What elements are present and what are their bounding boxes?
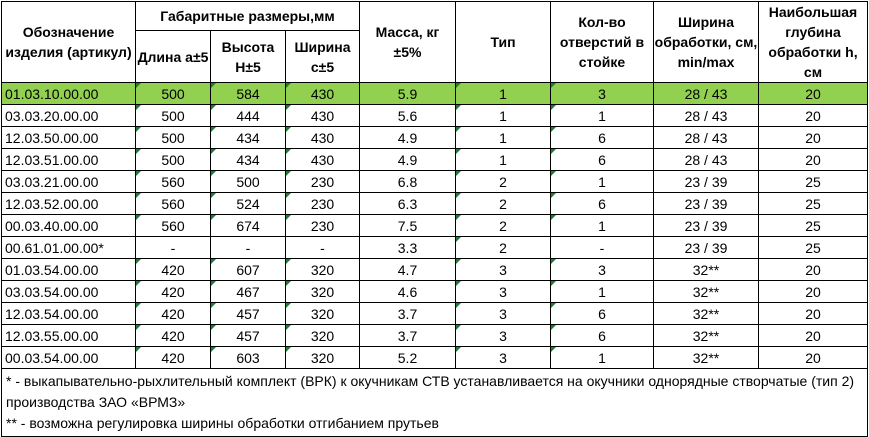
cell-depth: 25 [759, 237, 868, 259]
cell-processing: 28 / 43 [654, 149, 759, 171]
cell-code: 03.03.21.00.00 [2, 171, 136, 193]
header-height: Высота H±5 [211, 31, 286, 83]
cell-processing: 23 / 39 [654, 237, 759, 259]
cell-holes: 1 [551, 171, 654, 193]
cell-length: 560 [136, 193, 211, 215]
cell-mass: 5.2 [360, 347, 456, 369]
cell-type: 3 [456, 303, 551, 325]
footnote-cell [2, 369, 868, 437]
cell-code: 12.03.54.00.00 [2, 303, 136, 325]
cell-processing: 32** [654, 259, 759, 281]
cell-width: 230 [286, 171, 360, 193]
header-mass: Масса, кг ±5% [360, 2, 456, 83]
cell-height: 524 [211, 193, 286, 215]
cell-code: 12.03.50.00.00 [2, 127, 136, 149]
cell-height: 457 [211, 325, 286, 347]
cell-length: 500 [136, 149, 211, 171]
cell-holes: 3 [551, 259, 654, 281]
cell-type: 2 [456, 171, 551, 193]
cell-holes: 1 [551, 105, 654, 127]
cell-length: 420 [136, 259, 211, 281]
cell-width: 230 [286, 215, 360, 237]
cell-code: 12.03.55.00.00 [2, 325, 136, 347]
cell-processing: 28 / 43 [654, 127, 759, 149]
cell-depth: 20 [759, 149, 868, 171]
cell-processing: 32** [654, 281, 759, 303]
cell-length: 560 [136, 171, 211, 193]
cell-mass: 6.3 [360, 193, 456, 215]
cell-width: 320 [286, 303, 360, 325]
cell-length: 560 [136, 215, 211, 237]
cell-width: 320 [286, 325, 360, 347]
cell-code: 03.03.54.00.00 [2, 281, 136, 303]
cell-length: 500 [136, 127, 211, 149]
cell-holes: - [551, 237, 654, 259]
cell-mass: 3.7 [360, 303, 456, 325]
cell-depth: 20 [759, 105, 868, 127]
cell-processing: 28 / 43 [654, 83, 759, 105]
cell-processing: 28 / 43 [654, 105, 759, 127]
cell-length: 420 [136, 347, 211, 369]
cell-mass: 4.9 [360, 127, 456, 149]
cell-height: 674 [211, 215, 286, 237]
spec-table [1, 1, 868, 437]
cell-mass: 6.8 [360, 171, 456, 193]
table-row [2, 237, 868, 259]
cell-height: 584 [211, 83, 286, 105]
table-row [2, 303, 868, 325]
cell-width: 430 [286, 83, 360, 105]
footnote-2: ** - возможна регулировка ширины обработки отгибанием прутьев [6, 415, 439, 431]
cell-code: 00.03.40.00.00 [2, 215, 136, 237]
cell-code: 12.03.52.00.00 [2, 193, 136, 215]
table-row [2, 127, 868, 149]
cell-type: 1 [456, 149, 551, 171]
cell-type: 3 [456, 281, 551, 303]
cell-depth: 25 [759, 215, 868, 237]
table-row [2, 281, 868, 303]
table-row [2, 83, 868, 105]
cell-width: 320 [286, 347, 360, 369]
cell-type: 1 [456, 127, 551, 149]
cell-length: 420 [136, 281, 211, 303]
cell-mass: 7.5 [360, 215, 456, 237]
cell-holes: 6 [551, 303, 654, 325]
header-processing-width: Ширина обработки, см, min/max [654, 2, 759, 83]
table-row [2, 325, 868, 347]
cell-length: 500 [136, 83, 211, 105]
cell-type: 1 [456, 83, 551, 105]
cell-depth: 20 [759, 325, 868, 347]
header-length: Длина a±5 [136, 31, 211, 83]
notes-row [2, 369, 868, 437]
cell-holes: 6 [551, 325, 654, 347]
cell-width: 230 [286, 193, 360, 215]
cell-processing: 23 / 39 [654, 215, 759, 237]
cell-height: 444 [211, 105, 286, 127]
cell-processing: 23 / 39 [654, 171, 759, 193]
cell-height: 500 [211, 171, 286, 193]
cell-length: 500 [136, 105, 211, 127]
cell-depth: 20 [759, 127, 868, 149]
cell-length: 420 [136, 303, 211, 325]
footnote-1: * - выкапывательно-рыхлительный комплект (ВРК) к окучникам СТВ устанавливается на окучники однорядные створчатые (тип 2) производства ЗАО «ВРМЗ» [6, 373, 855, 410]
cell-type: 3 [456, 259, 551, 281]
header-max-depth: Наибольшая глубина обработки h, см [759, 2, 868, 83]
cell-height: 467 [211, 281, 286, 303]
cell-code: 03.03.20.00.00 [2, 105, 136, 127]
cell-type: 3 [456, 347, 551, 369]
cell-type: 1 [456, 105, 551, 127]
cell-width: 430 [286, 105, 360, 127]
cell-processing: 32** [654, 325, 759, 347]
cell-depth: 20 [759, 259, 868, 281]
table-row [2, 149, 868, 171]
cell-code: 01.03.54.00.00 [2, 259, 136, 281]
cell-mass: 5.9 [360, 83, 456, 105]
cell-code: 01.03.10.00.00 [2, 83, 136, 105]
cell-holes: 6 [551, 127, 654, 149]
cell-depth: 20 [759, 83, 868, 105]
cell-type: 2 [456, 215, 551, 237]
cell-holes: 6 [551, 149, 654, 171]
cell-holes: 6 [551, 193, 654, 215]
table-row [2, 193, 868, 215]
cell-mass: 4.6 [360, 281, 456, 303]
cell-depth: 20 [759, 347, 868, 369]
cell-code: 00.03.54.00.00 [2, 347, 136, 369]
table-row [2, 105, 868, 127]
cell-width: - [286, 237, 360, 259]
cell-length: - [136, 237, 211, 259]
table-row [2, 347, 868, 369]
cell-width: 320 [286, 259, 360, 281]
cell-mass: 3.7 [360, 325, 456, 347]
cell-mass: 3.3 [360, 237, 456, 259]
cell-code: 00.61.01.00.00* [2, 237, 136, 259]
cell-depth: 25 [759, 193, 868, 215]
table-body [2, 83, 868, 437]
cell-code: 12.03.51.00.00 [2, 149, 136, 171]
cell-processing: 23 / 39 [654, 193, 759, 215]
header-dimensions: Габаритные размеры,мм [136, 2, 360, 31]
cell-holes: 1 [551, 215, 654, 237]
cell-holes: 1 [551, 347, 654, 369]
cell-holes: 1 [551, 281, 654, 303]
cell-processing: 32** [654, 303, 759, 325]
header-holes: Кол-во отверстий в стойке [551, 2, 654, 83]
table-row [2, 171, 868, 193]
cell-height: 434 [211, 127, 286, 149]
cell-width: 430 [286, 127, 360, 149]
cell-height: 603 [211, 347, 286, 369]
cell-height: - [211, 237, 286, 259]
table-row [2, 259, 868, 281]
cell-height: 434 [211, 149, 286, 171]
cell-processing: 32** [654, 347, 759, 369]
cell-width: 320 [286, 281, 360, 303]
cell-holes: 3 [551, 83, 654, 105]
cell-depth: 25 [759, 171, 868, 193]
header-type: Тип [456, 2, 551, 83]
cell-length: 420 [136, 325, 211, 347]
cell-depth: 20 [759, 281, 868, 303]
cell-height: 607 [211, 259, 286, 281]
cell-mass: 4.9 [360, 149, 456, 171]
cell-depth: 20 [759, 303, 868, 325]
cell-height: 457 [211, 303, 286, 325]
cell-mass: 4.7 [360, 259, 456, 281]
cell-type: 3 [456, 325, 551, 347]
cell-mass: 5.6 [360, 105, 456, 127]
header-designation: Обозначение изделия (артикул) [2, 2, 136, 83]
cell-type: 2 [456, 237, 551, 259]
cell-type: 2 [456, 193, 551, 215]
header-width: Ширина c±5 [286, 31, 360, 83]
table-row [2, 215, 868, 237]
cell-width: 430 [286, 149, 360, 171]
